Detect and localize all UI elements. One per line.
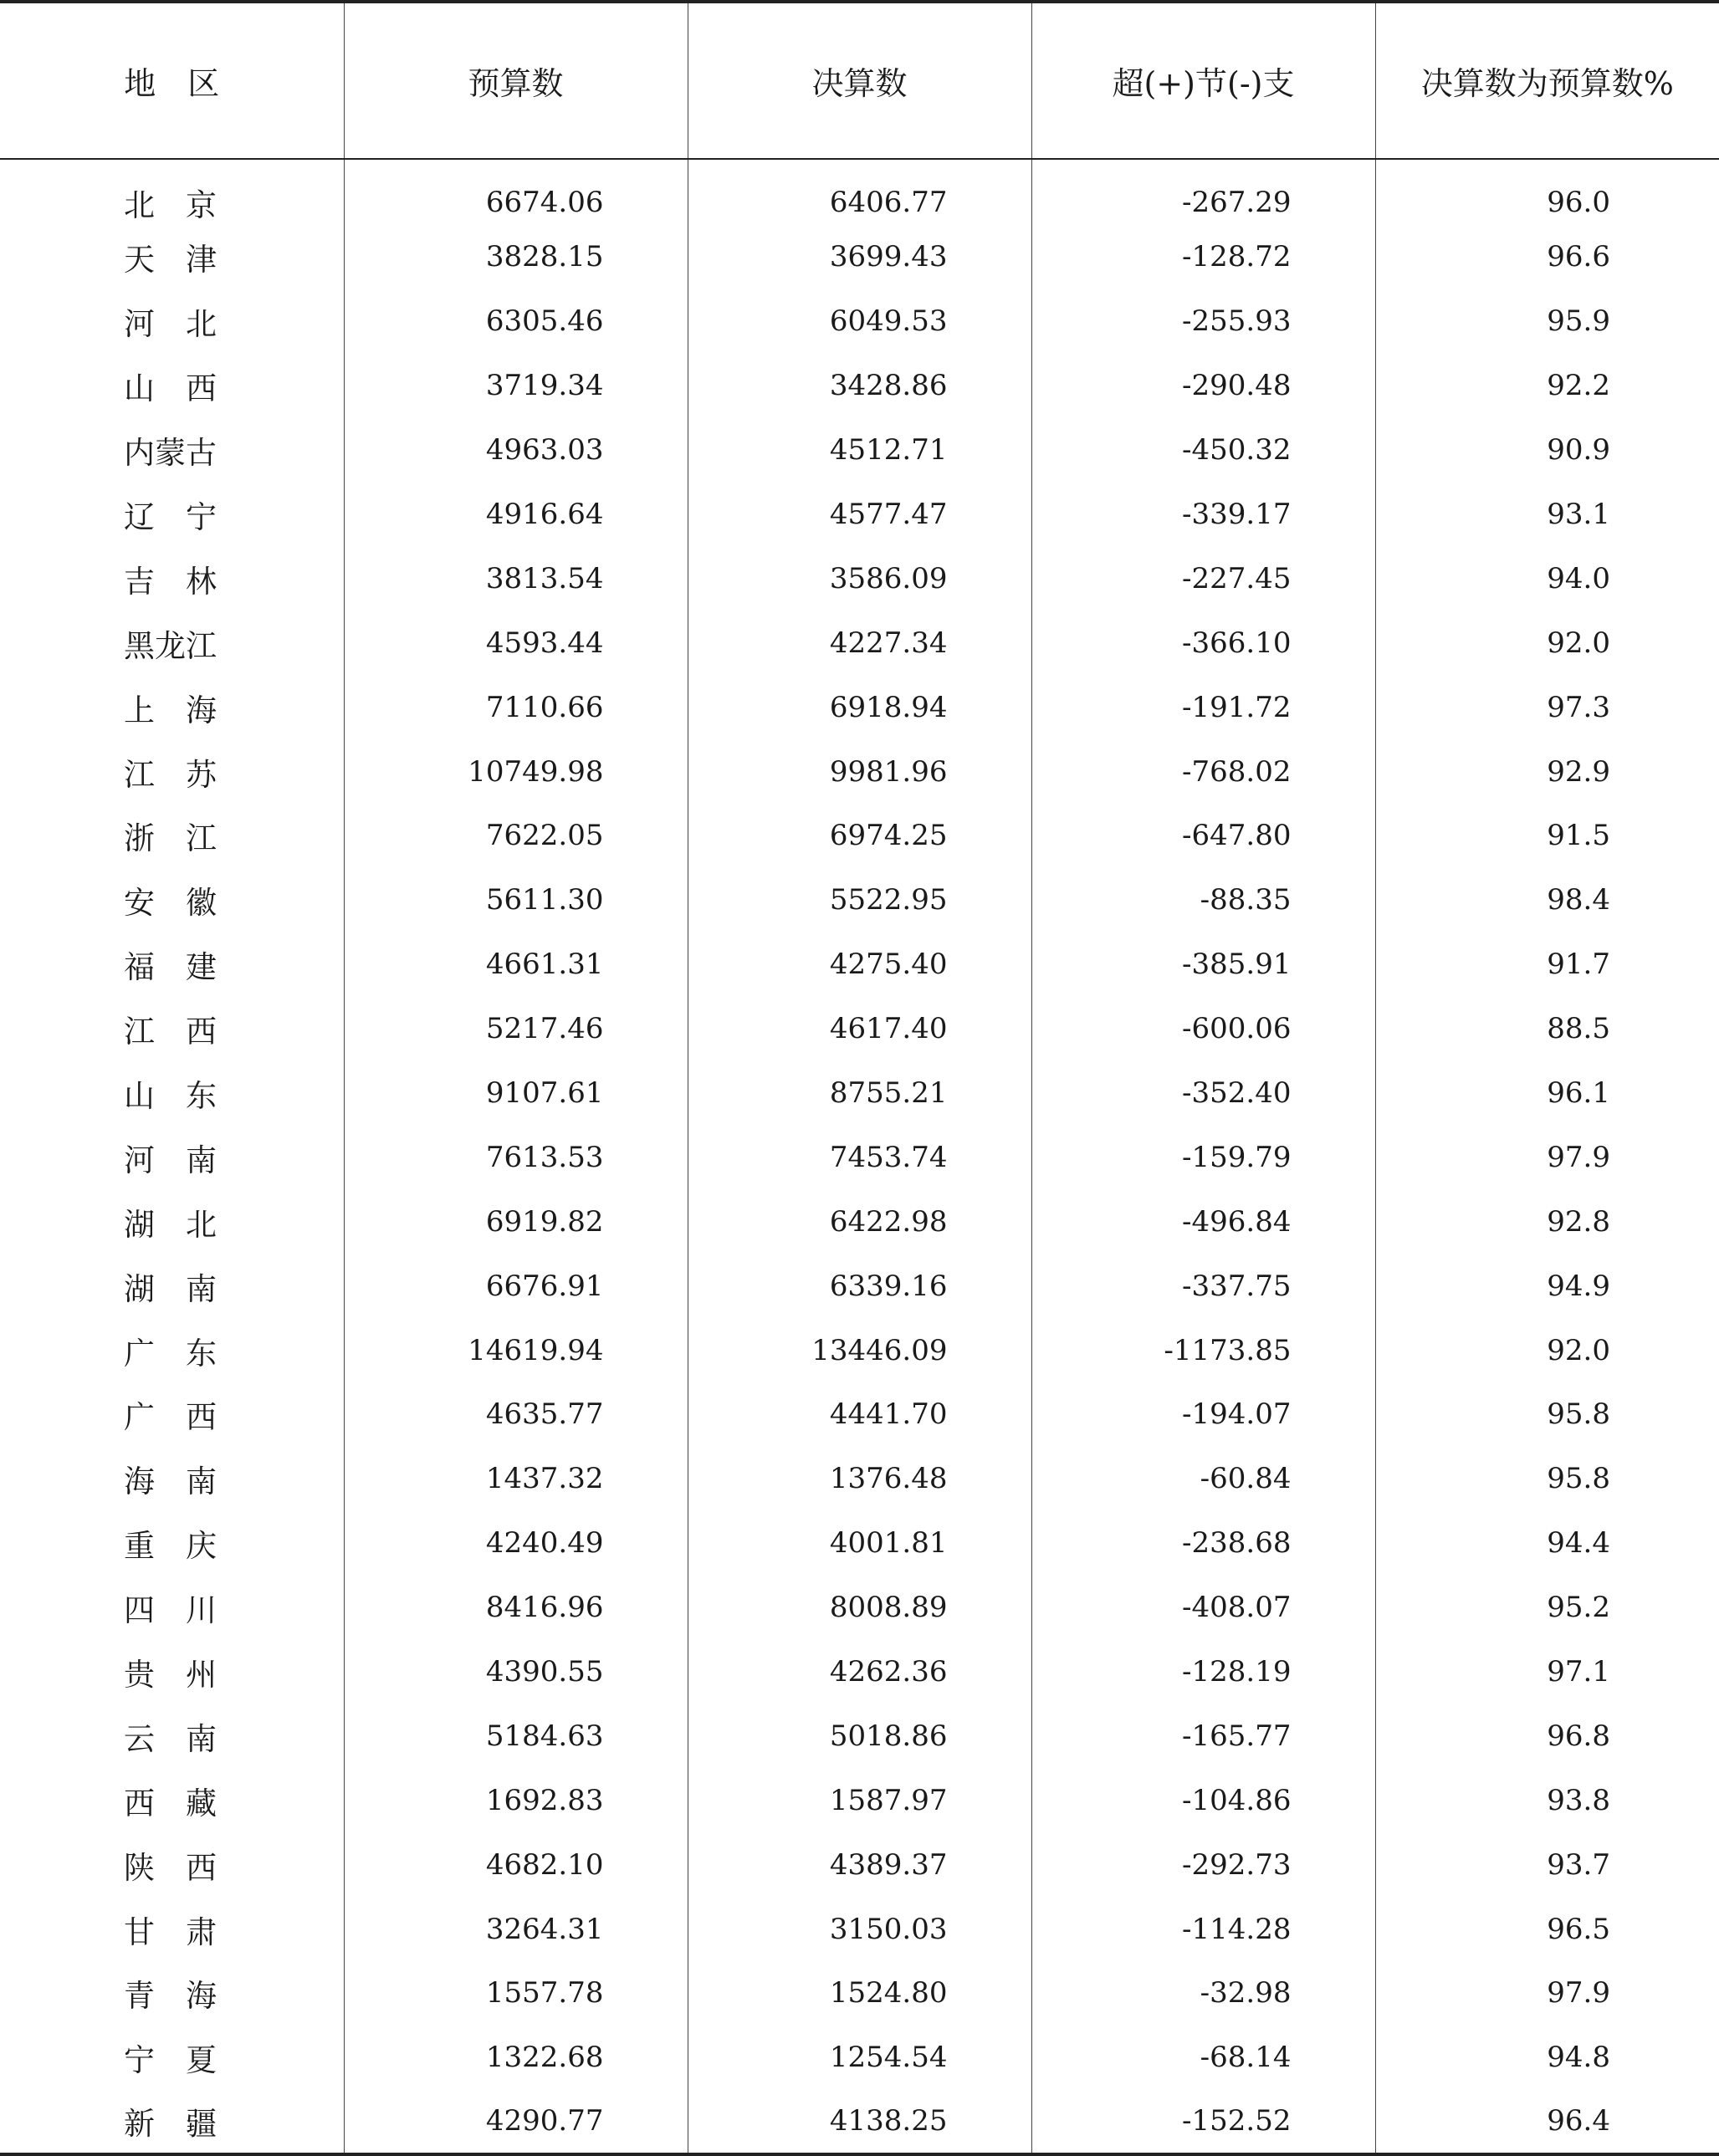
region-cell — [0, 1189, 344, 1254]
table-row — [0, 2090, 1719, 2154]
table-row — [0, 418, 1719, 483]
region-name: 河 南 — [124, 1142, 217, 1178]
region-cell — [0, 1061, 344, 1126]
table-row — [0, 675, 1719, 739]
diff-cell: -152.52 — [1031, 2090, 1375, 2154]
region-name: 四 川 — [124, 1592, 217, 1629]
region-name: 内蒙古 — [124, 435, 217, 472]
diff-cell: -60.84 — [1031, 1447, 1375, 1511]
region-name: 辽 宁 — [124, 499, 217, 535]
table-row — [0, 739, 1719, 804]
header-region: 地 区 — [0, 2, 344, 159]
diff-cell: -385.91 — [1031, 932, 1375, 997]
diff-cell: -32.98 — [1031, 1961, 1375, 2026]
table-row — [0, 611, 1719, 675]
diff-cell: -159.79 — [1031, 1125, 1375, 1189]
region-name: 浙 江 — [124, 820, 217, 857]
pct-cell: 96.0 — [1375, 159, 1719, 225]
final-cell: 4227.34 — [688, 611, 1031, 675]
pct-cell: 94.0 — [1375, 546, 1719, 611]
pct-cell: 92.9 — [1375, 739, 1719, 804]
pct-cell: 92.0 — [1375, 1318, 1719, 1382]
pct-cell: 95.8 — [1375, 1447, 1719, 1511]
diff-cell: -366.10 — [1031, 611, 1375, 675]
diff-cell: -128.72 — [1031, 225, 1375, 289]
budget-cell: 5184.63 — [344, 1704, 688, 1768]
region-name: 河 北 — [124, 306, 217, 343]
final-cell: 1254.54 — [688, 2026, 1031, 2090]
pct-cell: 93.1 — [1375, 483, 1719, 547]
pct-cell: 96.1 — [1375, 1061, 1719, 1126]
diff-cell: -165.77 — [1031, 1704, 1375, 1768]
pct-cell: 95.2 — [1375, 1576, 1719, 1640]
budget-cell: 3264.31 — [344, 1897, 688, 1961]
region-name: 海 南 — [124, 1464, 217, 1500]
budget-cell: 10749.98 — [344, 739, 688, 804]
diff-cell: -227.45 — [1031, 546, 1375, 611]
region-cell — [0, 1832, 344, 1897]
region-cell — [0, 997, 344, 1061]
pct-cell: 96.8 — [1375, 1704, 1719, 1768]
pct-cell: 98.4 — [1375, 868, 1719, 932]
final-cell: 6339.16 — [688, 1254, 1031, 1318]
region-cell — [0, 1382, 344, 1447]
final-cell: 7453.74 — [688, 1125, 1031, 1189]
budget-cell: 9107.61 — [344, 1061, 688, 1126]
table-row — [0, 997, 1719, 1061]
diff-cell: -104.86 — [1031, 1768, 1375, 1832]
header-budget: 预算数 — [344, 2, 688, 159]
header-pct: 决算数为预算数% — [1375, 2, 1719, 159]
budget-cell: 6674.06 — [344, 159, 688, 225]
budget-cell: 4635.77 — [344, 1382, 688, 1447]
region-cell — [0, 1511, 344, 1576]
region-cell — [0, 289, 344, 354]
table-row — [0, 1447, 1719, 1511]
final-cell: 4138.25 — [688, 2090, 1031, 2154]
final-cell: 8008.89 — [688, 1576, 1031, 1640]
diff-cell: -114.28 — [1031, 1897, 1375, 1961]
pct-cell: 95.9 — [1375, 289, 1719, 354]
final-cell: 9981.96 — [688, 739, 1031, 804]
final-cell: 5018.86 — [688, 1704, 1031, 1768]
pct-cell: 95.8 — [1375, 1382, 1719, 1447]
diff-cell: -768.02 — [1031, 739, 1375, 804]
final-cell: 6406.77 — [688, 159, 1031, 225]
region-cell — [0, 804, 344, 868]
region-name: 安 徽 — [124, 885, 217, 922]
diff-cell: -290.48 — [1031, 354, 1375, 418]
pct-cell: 91.7 — [1375, 932, 1719, 997]
region-name: 山 西 — [124, 370, 217, 407]
table-row — [0, 1576, 1719, 1640]
table-row — [0, 1897, 1719, 1961]
final-cell: 4275.40 — [688, 932, 1031, 997]
diff-cell: -339.17 — [1031, 483, 1375, 547]
budget-cell: 5611.30 — [344, 868, 688, 932]
final-cell: 5522.95 — [688, 868, 1031, 932]
final-cell: 8755.21 — [688, 1061, 1031, 1126]
pct-cell: 93.7 — [1375, 1832, 1719, 1897]
table-header — [0, 2, 1719, 159]
region-cell — [0, 225, 344, 289]
diff-cell: -1173.85 — [1031, 1318, 1375, 1382]
region-cell — [0, 1318, 344, 1382]
final-cell: 4389.37 — [688, 1832, 1031, 1897]
budget-cell: 4661.31 — [344, 932, 688, 997]
budget-cell: 6305.46 — [344, 289, 688, 354]
pct-cell: 92.0 — [1375, 611, 1719, 675]
diff-cell: -450.32 — [1031, 418, 1375, 483]
final-cell: 6049.53 — [688, 289, 1031, 354]
budget-cell: 7613.53 — [344, 1125, 688, 1189]
region-cell — [0, 1254, 344, 1318]
region-name: 云 南 — [124, 1720, 217, 1757]
region-cell — [0, 1768, 344, 1832]
region-name: 甘 肃 — [124, 1913, 217, 1950]
region-cell — [0, 546, 344, 611]
region-cell — [0, 2090, 344, 2154]
final-cell: 6974.25 — [688, 804, 1031, 868]
region-cell — [0, 418, 344, 483]
table-row — [0, 159, 1719, 225]
diff-cell: -267.29 — [1031, 159, 1375, 225]
table-row — [0, 225, 1719, 289]
diff-cell: -600.06 — [1031, 997, 1375, 1061]
diff-cell: -238.68 — [1031, 1511, 1375, 1576]
table-row — [0, 483, 1719, 547]
final-cell: 4441.70 — [688, 1382, 1031, 1447]
table-row — [0, 1511, 1719, 1576]
final-cell: 4001.81 — [688, 1511, 1031, 1576]
region-cell — [0, 932, 344, 997]
table-row — [0, 2026, 1719, 2090]
budget-cell: 1692.83 — [344, 1768, 688, 1832]
budget-cell: 4593.44 — [344, 611, 688, 675]
pct-cell: 88.5 — [1375, 997, 1719, 1061]
region-cell — [0, 1961, 344, 2026]
table-row — [0, 354, 1719, 418]
final-cell: 3428.86 — [688, 354, 1031, 418]
final-cell: 4262.36 — [688, 1640, 1031, 1704]
table-row — [0, 932, 1719, 997]
region-cell — [0, 1640, 344, 1704]
budget-cell: 14619.94 — [344, 1318, 688, 1382]
diff-cell: -292.73 — [1031, 1832, 1375, 1897]
diff-cell: -255.93 — [1031, 289, 1375, 354]
region-name: 西 藏 — [124, 1785, 217, 1821]
diff-cell: -337.75 — [1031, 1254, 1375, 1318]
region-name: 黑龙江 — [124, 627, 217, 664]
region-cell — [0, 354, 344, 418]
pct-cell: 97.1 — [1375, 1640, 1719, 1704]
region-cell — [0, 868, 344, 932]
table-row — [0, 1061, 1719, 1126]
region-cell — [0, 1576, 344, 1640]
final-cell: 6422.98 — [688, 1189, 1031, 1254]
pct-cell: 97.9 — [1375, 1961, 1719, 2026]
pct-cell: 92.8 — [1375, 1189, 1719, 1254]
budget-cell: 4682.10 — [344, 1832, 688, 1897]
header-row — [0, 2, 1719, 159]
pct-cell: 94.9 — [1375, 1254, 1719, 1318]
region-cell — [0, 739, 344, 804]
region-cell — [0, 675, 344, 739]
region-cell — [0, 1447, 344, 1511]
region-name: 陕 西 — [124, 1849, 217, 1886]
table-body — [0, 159, 1719, 2154]
budget-cell: 8416.96 — [344, 1576, 688, 1640]
diff-cell: -88.35 — [1031, 868, 1375, 932]
pct-cell: 92.2 — [1375, 354, 1719, 418]
pct-cell: 90.9 — [1375, 418, 1719, 483]
table-row — [0, 546, 1719, 611]
region-name: 江 西 — [124, 1014, 217, 1050]
region-cell — [0, 1704, 344, 1768]
region-name: 吉 林 — [124, 563, 217, 600]
budget-cell: 4963.03 — [344, 418, 688, 483]
region-name: 湖 北 — [124, 1206, 217, 1243]
budget-cell: 7110.66 — [344, 675, 688, 739]
budget-cell: 1437.32 — [344, 1447, 688, 1511]
final-cell: 1524.80 — [688, 1961, 1031, 2026]
region-cell — [0, 483, 344, 547]
final-cell: 1376.48 — [688, 1447, 1031, 1511]
table-row — [0, 804, 1719, 868]
table-row — [0, 1125, 1719, 1189]
region-cell — [0, 1897, 344, 1961]
final-cell: 4512.71 — [688, 418, 1031, 483]
final-cell: 4577.47 — [688, 483, 1031, 547]
budget-cell: 5217.46 — [344, 997, 688, 1061]
final-cell: 3586.09 — [688, 546, 1031, 611]
table-row — [0, 1382, 1719, 1447]
diff-cell: -496.84 — [1031, 1189, 1375, 1254]
pct-cell: 96.4 — [1375, 2090, 1719, 2154]
region-name: 山 东 — [124, 1078, 217, 1115]
region-name: 贵 州 — [124, 1657, 217, 1694]
final-cell: 13446.09 — [688, 1318, 1031, 1382]
pct-cell: 94.8 — [1375, 2026, 1719, 2090]
region-cell — [0, 611, 344, 675]
pct-cell: 96.5 — [1375, 1897, 1719, 1961]
region-name: 湖 南 — [124, 1270, 217, 1307]
budget-cell: 7622.05 — [344, 804, 688, 868]
table-row — [0, 1704, 1719, 1768]
pct-cell: 91.5 — [1375, 804, 1719, 868]
budget-cell: 6919.82 — [344, 1189, 688, 1254]
budget-cell: 1322.68 — [344, 2026, 688, 2090]
pct-cell: 97.9 — [1375, 1125, 1719, 1189]
diff-cell: -647.80 — [1031, 804, 1375, 868]
pct-cell: 94.4 — [1375, 1511, 1719, 1576]
table-row — [0, 868, 1719, 932]
table-row — [0, 1254, 1719, 1318]
diff-cell: -352.40 — [1031, 1061, 1375, 1126]
diff-cell: -194.07 — [1031, 1382, 1375, 1447]
table-row — [0, 1189, 1719, 1254]
table-row — [0, 1832, 1719, 1897]
region-name: 重 庆 — [124, 1528, 217, 1565]
final-cell: 6918.94 — [688, 675, 1031, 739]
budget-cell: 4916.64 — [344, 483, 688, 547]
region-cell — [0, 2026, 344, 2090]
region-name: 江 苏 — [124, 756, 217, 793]
region-name: 青 海 — [124, 1978, 217, 2015]
region-name: 新 疆 — [124, 2106, 217, 2143]
diff-cell: -408.07 — [1031, 1576, 1375, 1640]
final-cell: 1587.97 — [688, 1768, 1031, 1832]
region-cell — [0, 159, 344, 225]
region-name: 天 津 — [124, 242, 217, 278]
header-final: 决算数 — [688, 2, 1031, 159]
region-name: 上 海 — [124, 692, 217, 728]
diff-cell: -128.19 — [1031, 1640, 1375, 1704]
budget-cell: 3813.54 — [344, 546, 688, 611]
diff-cell: -68.14 — [1031, 2026, 1375, 2090]
budget-cell: 3828.15 — [344, 225, 688, 289]
pct-cell: 93.8 — [1375, 1768, 1719, 1832]
table-row — [0, 1768, 1719, 1832]
budget-cell: 1557.78 — [344, 1961, 688, 2026]
diff-cell: -191.72 — [1031, 675, 1375, 739]
region-name: 广 东 — [124, 1335, 217, 1372]
region-name: 广 西 — [124, 1399, 217, 1436]
budget-cell: 4240.49 — [344, 1511, 688, 1576]
pct-cell: 97.3 — [1375, 675, 1719, 739]
header-diff: 超(+)节(-)支 — [1031, 2, 1375, 159]
region-name: 北 京 — [124, 187, 217, 223]
table-row — [0, 1961, 1719, 2026]
budget-cell: 4290.77 — [344, 2090, 688, 2154]
budget-cell: 4390.55 — [344, 1640, 688, 1704]
region-name: 宁 夏 — [124, 2042, 217, 2079]
final-cell: 4617.40 — [688, 997, 1031, 1061]
final-cell: 3150.03 — [688, 1897, 1031, 1961]
budget-cell: 3719.34 — [344, 354, 688, 418]
table-row — [0, 289, 1719, 354]
budget-cell: 6676.91 — [344, 1254, 688, 1318]
table-row — [0, 1318, 1719, 1382]
pct-cell: 96.6 — [1375, 225, 1719, 289]
table-row — [0, 1640, 1719, 1704]
final-cell: 3699.43 — [688, 225, 1031, 289]
region-cell — [0, 1125, 344, 1189]
region-name: 福 建 — [124, 949, 217, 986]
